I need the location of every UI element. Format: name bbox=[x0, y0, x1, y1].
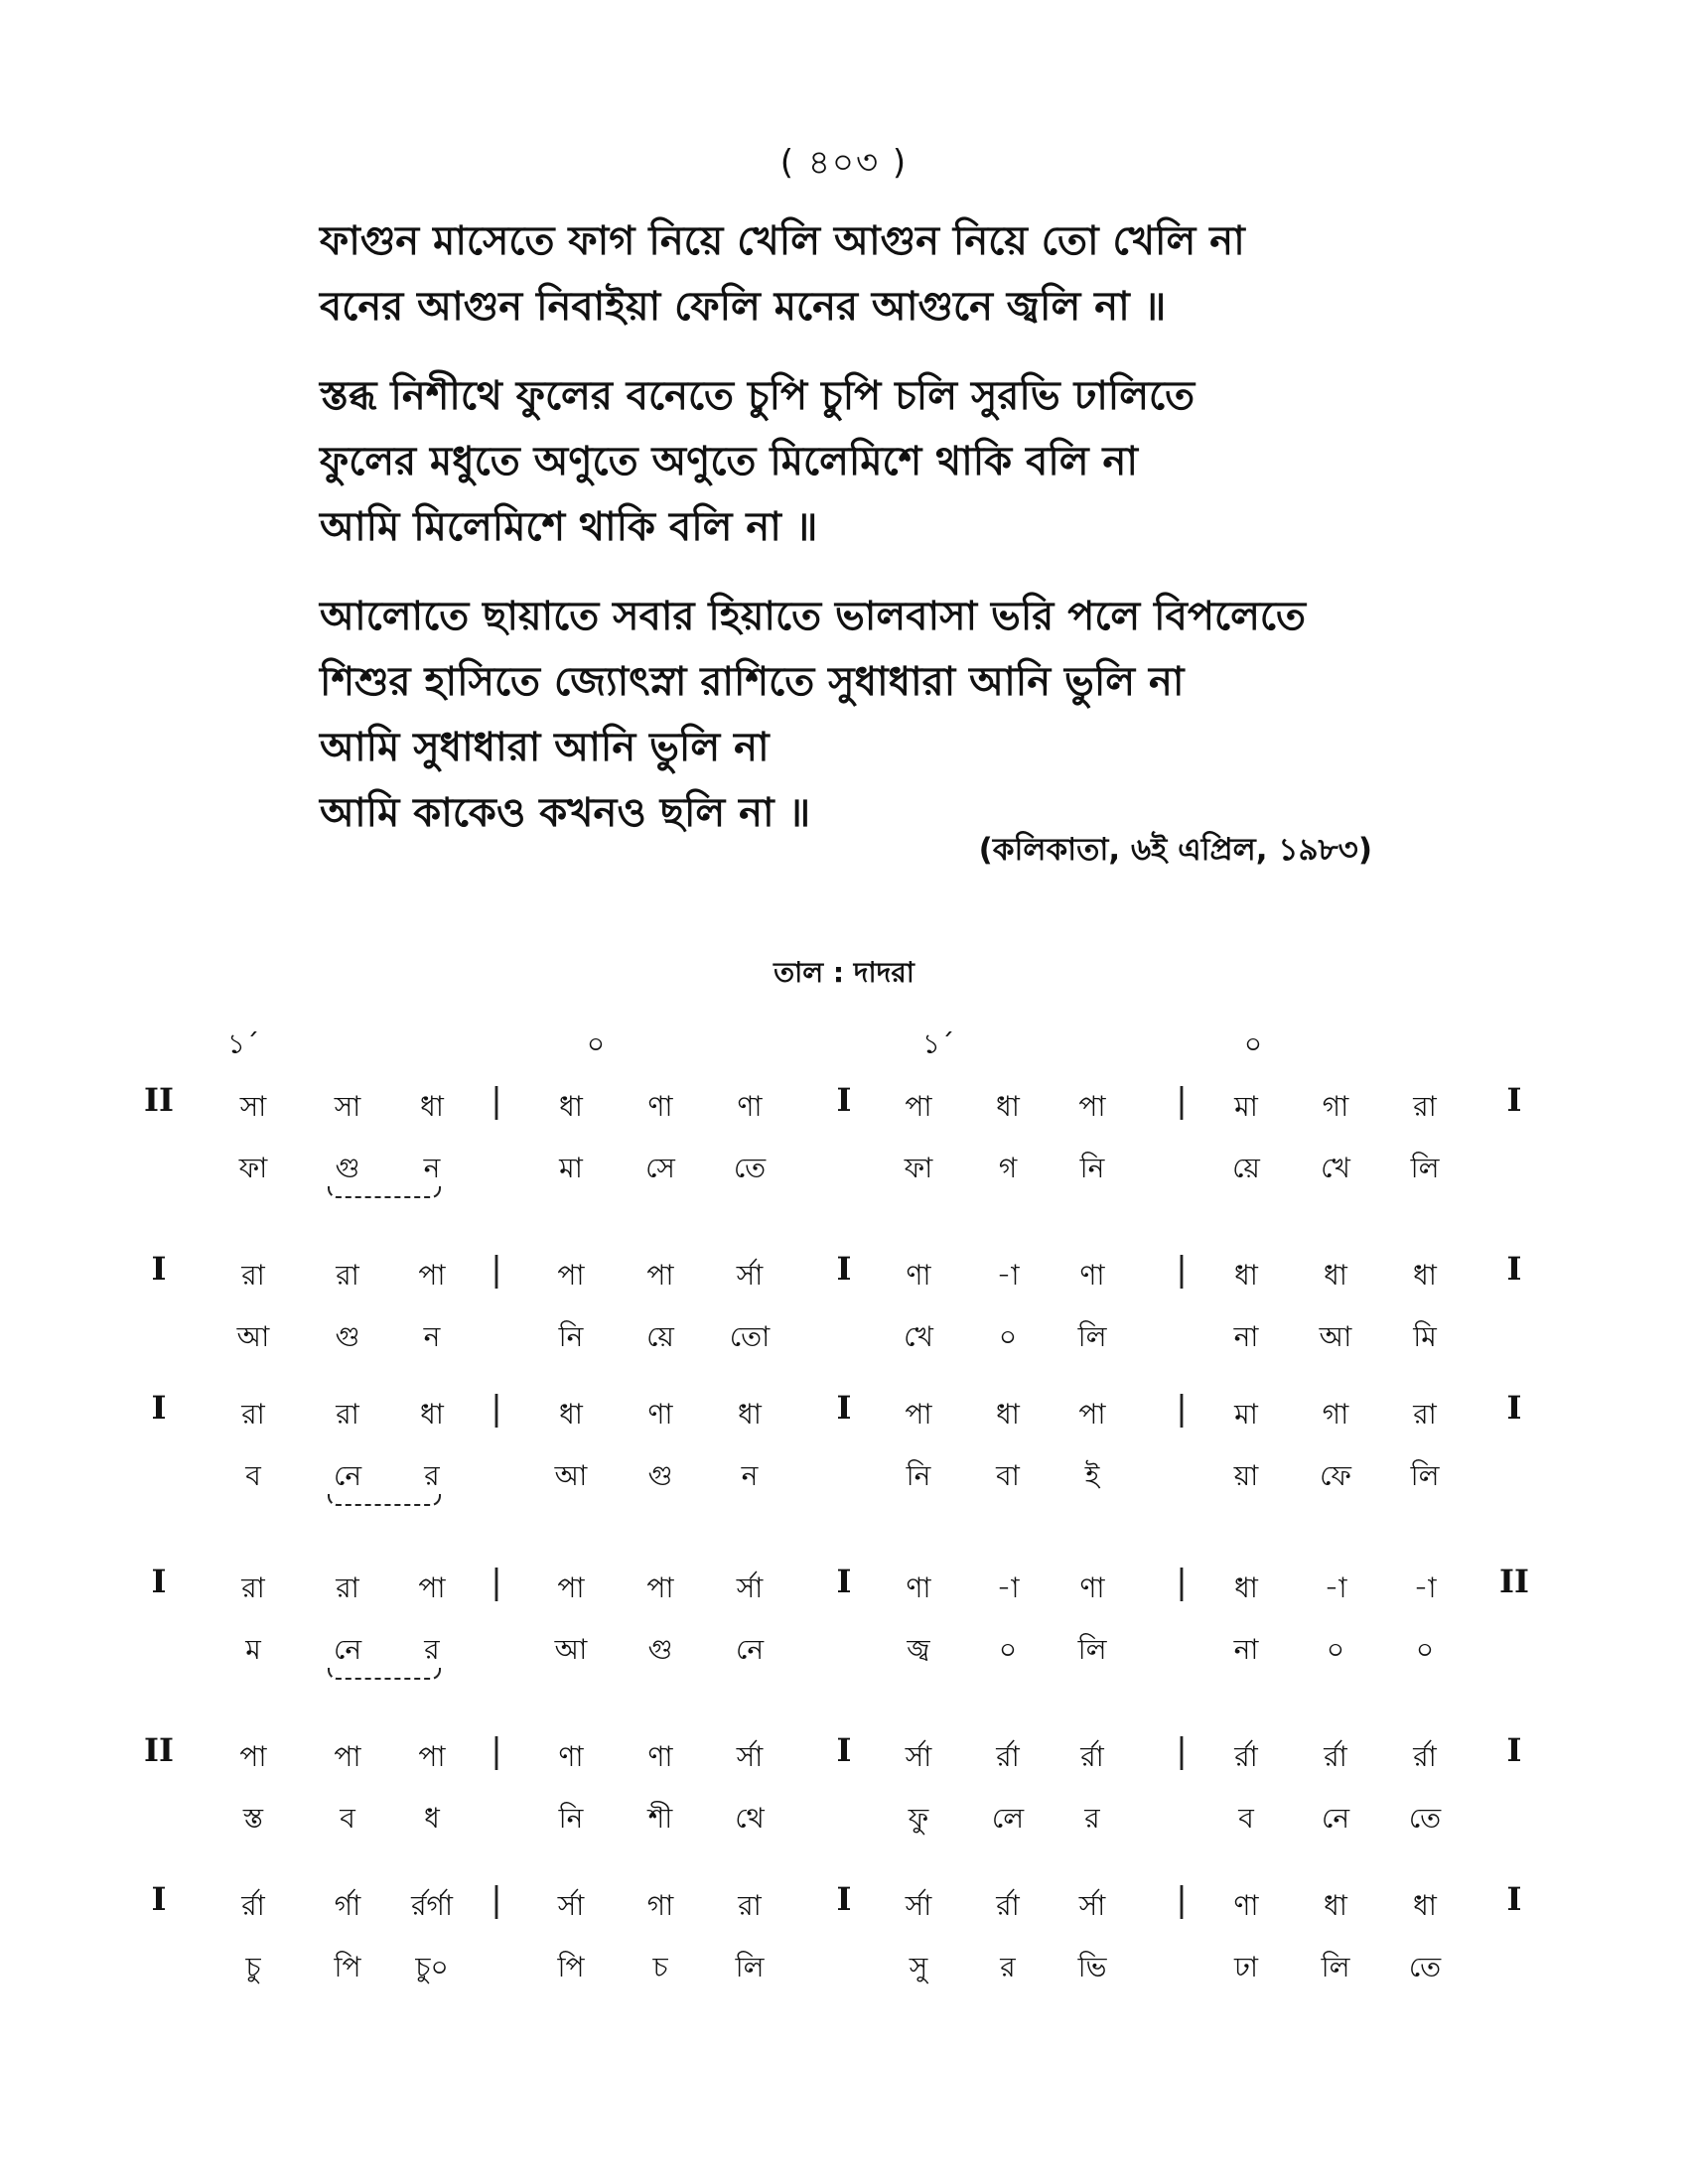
bani-cell: গু bbox=[647, 1633, 673, 1666]
bani-cell: খে bbox=[904, 1320, 933, 1353]
swara-cell: র্রা bbox=[1234, 1740, 1258, 1773]
bani-cell: তো bbox=[729, 1320, 771, 1353]
bani-cell: তে bbox=[733, 1152, 767, 1184]
swara-cell: র্রা bbox=[1413, 1740, 1437, 1773]
swara-cell: রা bbox=[336, 1398, 359, 1431]
bar-line: | bbox=[1176, 1563, 1188, 1602]
section-bar-start: II bbox=[144, 1731, 174, 1769]
lyric-line: আমি সুধাধারা আনি ভুলি না bbox=[320, 725, 770, 770]
bani-cell: সে bbox=[645, 1152, 675, 1184]
swara-cell: রা bbox=[1413, 1090, 1437, 1123]
swara-cell: ধা bbox=[996, 1398, 1020, 1431]
section-bar-start: I bbox=[151, 1563, 167, 1600]
bani-cell: লি bbox=[1077, 1633, 1107, 1666]
section-bar-end: I bbox=[1506, 1081, 1522, 1119]
swara-cell: রা bbox=[1413, 1398, 1437, 1431]
bani-cell: ব bbox=[1238, 1802, 1254, 1835]
swara-cell: পা bbox=[418, 1259, 446, 1292]
stanza bbox=[320, 584, 1412, 846]
bani-cell: আ bbox=[1319, 1320, 1352, 1353]
bar-line: I bbox=[836, 1389, 852, 1427]
swara-cell: ণা bbox=[558, 1740, 584, 1773]
swara-cell: ধা bbox=[1234, 1571, 1258, 1604]
swara-cell: রা bbox=[241, 1398, 265, 1431]
swara-cell: পা bbox=[1078, 1090, 1106, 1123]
bar-line: | bbox=[491, 1081, 502, 1121]
swara-cell: পা bbox=[1078, 1398, 1106, 1431]
swara-cell: র্রা bbox=[996, 1740, 1020, 1773]
bani-cell: র bbox=[1000, 1951, 1016, 1983]
bani-cell: গু bbox=[647, 1459, 673, 1492]
bani-cell: মি bbox=[1413, 1320, 1437, 1353]
bani-cell: না bbox=[1233, 1320, 1259, 1353]
swara-cell: র্সা bbox=[736, 1740, 764, 1773]
page-number: ( ৪০৩ ) bbox=[779, 143, 909, 183]
bani-cell: ধ bbox=[424, 1802, 440, 1835]
bani-cell: নি bbox=[1079, 1152, 1105, 1184]
tala-title: তাল : দাদরা bbox=[774, 956, 914, 989]
swara-cell: ণা bbox=[1079, 1571, 1105, 1604]
beat-marker: ১´ bbox=[226, 1027, 260, 1060]
bani-cell: আ bbox=[236, 1320, 270, 1353]
swara-cell: ধা bbox=[559, 1090, 583, 1123]
bani-cell: ০ bbox=[998, 1633, 1018, 1666]
swara-cell: সা bbox=[239, 1090, 267, 1123]
bani-cell: না bbox=[1233, 1633, 1259, 1666]
bani-cell: চু bbox=[245, 1951, 261, 1983]
swara-cell: র্সা bbox=[736, 1571, 764, 1604]
swara-cell: ণা bbox=[647, 1398, 673, 1431]
swara-cell: র্গা bbox=[334, 1889, 361, 1922]
swara-cell: সা bbox=[334, 1090, 361, 1123]
swara-cell: -া bbox=[1413, 1571, 1437, 1604]
bani-cell: য়া bbox=[1233, 1459, 1259, 1492]
swara-cell: র্রর্গা bbox=[411, 1889, 453, 1922]
bani-cell: ন bbox=[423, 1320, 441, 1353]
bani-cell: লি bbox=[1077, 1320, 1107, 1353]
bani-cell: নি bbox=[558, 1320, 584, 1353]
swara-cell: মা bbox=[1234, 1398, 1258, 1431]
swara-cell: পা bbox=[905, 1398, 932, 1431]
bani-cell: নে bbox=[333, 1633, 362, 1666]
bar-line: | bbox=[491, 1731, 502, 1771]
bani-cell: য়ে bbox=[1232, 1152, 1260, 1184]
bani-cell: সু bbox=[909, 1951, 928, 1983]
swara-cell: র্রা bbox=[1080, 1740, 1104, 1773]
swara-cell: গা bbox=[1322, 1398, 1349, 1431]
bar-line: | bbox=[491, 1563, 502, 1602]
swara-cell: ধা bbox=[1413, 1259, 1437, 1292]
bani-cell: আ bbox=[554, 1633, 588, 1666]
lyric-line: শিশুর হাসিতে জ্যোৎস্না রাশিতে সুধাধারা আনি ভুলি না bbox=[320, 659, 1185, 705]
bani-cell: খে bbox=[1321, 1152, 1350, 1184]
bar-line: | bbox=[491, 1250, 502, 1290]
bani-cell: গ bbox=[998, 1152, 1018, 1184]
bani-cell: লি bbox=[735, 1951, 765, 1983]
swara-cell: ধা bbox=[1234, 1259, 1258, 1292]
bani-cell: আ bbox=[554, 1459, 588, 1492]
swara-cell: -া bbox=[996, 1259, 1020, 1292]
bani-cell: পি bbox=[557, 1951, 585, 1983]
bani-cell: লে bbox=[991, 1802, 1025, 1835]
bani-cell: গু bbox=[335, 1152, 360, 1184]
bani-cell: ফে bbox=[1320, 1459, 1351, 1492]
bar-line: I bbox=[836, 1880, 852, 1918]
swara-cell: পা bbox=[557, 1259, 585, 1292]
swara-cell: র্রা bbox=[241, 1889, 265, 1922]
swara-cell: ণা bbox=[906, 1259, 931, 1292]
bani-cell: গু bbox=[335, 1320, 360, 1353]
lyric-line: আলোতে ছায়াতে সবার হিয়াতে ভালবাসা ভরি পলে বিপলেতে bbox=[320, 594, 1306, 639]
swara-cell: পা bbox=[334, 1740, 361, 1773]
bar-line: | bbox=[1176, 1081, 1188, 1121]
beat-marker: ১´ bbox=[921, 1027, 955, 1060]
bani-cell: শী bbox=[647, 1802, 673, 1835]
bani-cell: ন bbox=[741, 1459, 759, 1492]
swara-cell: রা bbox=[738, 1889, 762, 1922]
bani-cell: ফু bbox=[908, 1802, 929, 1835]
date-note: (কলিকাতা, ৬ই এপ্রিল, ১৯৮৩) bbox=[978, 832, 1372, 868]
swara-cell: ধা bbox=[559, 1398, 583, 1431]
bani-cell: চ bbox=[652, 1951, 668, 1983]
bar-line: | bbox=[1176, 1731, 1188, 1771]
bani-cell: ব bbox=[340, 1802, 355, 1835]
bani-cell: ফা bbox=[904, 1152, 933, 1184]
bani-cell: ম bbox=[245, 1633, 261, 1666]
lyric-line: ফুলের মধুতে অণুতে অণুতে মিলেমিশে থাকি বলি না bbox=[320, 439, 1138, 484]
lyrics bbox=[320, 208, 1412, 870]
swara-cell: রা bbox=[336, 1259, 359, 1292]
bar-line: | bbox=[1176, 1880, 1188, 1920]
swara-cell: রা bbox=[336, 1571, 359, 1604]
bani-cell: ০ bbox=[998, 1320, 1018, 1353]
swara-cell: পা bbox=[239, 1740, 267, 1773]
bani-cell: পি bbox=[334, 1951, 361, 1983]
bani-cell: ০ bbox=[1326, 1633, 1345, 1666]
swara-cell: ধা bbox=[738, 1398, 762, 1431]
swara-cell: পা bbox=[905, 1090, 932, 1123]
swara-cell: ণা bbox=[647, 1740, 673, 1773]
bani-cell: নি bbox=[558, 1802, 584, 1835]
swara-cell: রা bbox=[241, 1259, 265, 1292]
bani-cell: ভি bbox=[1077, 1951, 1107, 1983]
swara-cell: র্রা bbox=[1324, 1740, 1347, 1773]
section-bar-end: I bbox=[1506, 1880, 1522, 1918]
beat-marker: ০ bbox=[1243, 1027, 1263, 1060]
section-bar-end: II bbox=[1499, 1563, 1529, 1600]
swara-cell: -া bbox=[1324, 1571, 1347, 1604]
bar-line: | bbox=[1176, 1250, 1188, 1290]
bani-cell: ফা bbox=[238, 1152, 268, 1184]
section-bar-start: I bbox=[151, 1250, 167, 1288]
swara-cell: ধা bbox=[420, 1090, 444, 1123]
section-bar-start: I bbox=[151, 1389, 167, 1427]
bani-cell: তে bbox=[1408, 1802, 1442, 1835]
section-bar-end: I bbox=[1506, 1250, 1522, 1288]
swara-cell: র্সা bbox=[557, 1889, 585, 1922]
bani-cell: র bbox=[424, 1459, 440, 1492]
lyric-line: স্তব্ধ নিশীথে ফুলের বনেতে চুপি চুপি চলি সুরভি ঢালিতে bbox=[320, 373, 1196, 419]
bar-line: I bbox=[836, 1250, 852, 1288]
swara-cell: পা bbox=[418, 1571, 446, 1604]
slur-mark bbox=[328, 1186, 441, 1198]
swara-cell: র্সা bbox=[1078, 1889, 1106, 1922]
swara-cell: মা bbox=[1234, 1090, 1258, 1123]
swara-cell: ধা bbox=[420, 1398, 444, 1431]
bani-cell: র bbox=[1084, 1802, 1100, 1835]
slur-mark bbox=[328, 1494, 441, 1506]
swara-cell: ধা bbox=[1413, 1889, 1437, 1922]
bani-cell: জ্ব bbox=[907, 1633, 930, 1666]
bani-cell: নি bbox=[906, 1459, 931, 1492]
bani-cell: চু০ bbox=[415, 1951, 449, 1983]
bani-cell: তে bbox=[1408, 1951, 1442, 1983]
swara-cell: ণা bbox=[1079, 1259, 1105, 1292]
bar-line: | bbox=[1176, 1389, 1188, 1429]
swara-cell: ধা bbox=[996, 1090, 1020, 1123]
swara-cell: ধা bbox=[1324, 1259, 1347, 1292]
bani-cell: মা bbox=[559, 1152, 583, 1184]
bani-cell: বা bbox=[996, 1459, 1020, 1492]
swara-cell: র্রা bbox=[996, 1889, 1020, 1922]
bani-cell: নে bbox=[1321, 1802, 1350, 1835]
swara-cell: ধা bbox=[1324, 1889, 1347, 1922]
swara-cell: পা bbox=[418, 1740, 446, 1773]
bani-cell: লি bbox=[1410, 1152, 1440, 1184]
swara-cell: -া bbox=[996, 1571, 1020, 1604]
stanza bbox=[320, 208, 1412, 340]
swara-cell: র্সা bbox=[905, 1889, 932, 1922]
bani-cell: লি bbox=[1410, 1459, 1440, 1492]
swara-cell: র্সা bbox=[736, 1259, 764, 1292]
swara-cell: পা bbox=[557, 1571, 585, 1604]
bar-line: | bbox=[491, 1389, 502, 1429]
bani-cell: থে bbox=[735, 1802, 765, 1835]
lyric-line: আমি কাকেও কখনও ছলি না ॥ bbox=[320, 790, 811, 836]
bani-cell: নে bbox=[333, 1459, 362, 1492]
section-bar-end: I bbox=[1506, 1389, 1522, 1427]
swara-cell: গা bbox=[646, 1889, 674, 1922]
lyric-line: বনের আগুন নিবাইয়া ফেলি মনের আগুনে জ্বলি না ॥ bbox=[320, 284, 1167, 330]
bar-line: I bbox=[836, 1731, 852, 1769]
slur-mark bbox=[328, 1668, 441, 1680]
lyric-line: আমি মিলেমিশে থাকি বলি না ॥ bbox=[320, 504, 818, 550]
bar-line: I bbox=[836, 1081, 852, 1119]
bani-cell: ই bbox=[1084, 1459, 1100, 1492]
swara-cell: ণা bbox=[647, 1090, 673, 1123]
bar-line: | bbox=[491, 1880, 502, 1920]
section-bar-start: II bbox=[144, 1081, 174, 1119]
swara-cell: ণা bbox=[1233, 1889, 1259, 1922]
bani-cell: র bbox=[424, 1633, 440, 1666]
stanza bbox=[320, 363, 1412, 560]
beat-marker: ০ bbox=[586, 1027, 606, 1060]
swara-cell: ণা bbox=[906, 1571, 931, 1604]
swara-cell: পা bbox=[646, 1259, 674, 1292]
bani-cell: স্ত bbox=[242, 1802, 264, 1835]
swara-cell: রা bbox=[241, 1571, 265, 1604]
bani-cell: ঢা bbox=[1234, 1951, 1258, 1983]
swara-cell: পা bbox=[646, 1571, 674, 1604]
swara-cell: গা bbox=[1322, 1090, 1349, 1123]
bani-cell: নে bbox=[735, 1633, 765, 1666]
bani-cell: লি bbox=[1321, 1951, 1350, 1983]
bani-cell: ০ bbox=[1415, 1633, 1435, 1666]
swara-cell: র্সা bbox=[905, 1740, 932, 1773]
lyric-line: ফাগুন মাসেতে ফাগ নিয়ে খেলি আগুন নিয়ে তো খেলি না bbox=[320, 218, 1245, 264]
section-bar-start: I bbox=[151, 1880, 167, 1918]
bani-cell: ব bbox=[245, 1459, 261, 1492]
swara-cell: ণা bbox=[737, 1090, 763, 1123]
bani-cell: য়ে bbox=[646, 1320, 674, 1353]
bar-line: I bbox=[836, 1563, 852, 1600]
section-bar-end: I bbox=[1506, 1731, 1522, 1769]
bani-cell: ন bbox=[423, 1152, 441, 1184]
